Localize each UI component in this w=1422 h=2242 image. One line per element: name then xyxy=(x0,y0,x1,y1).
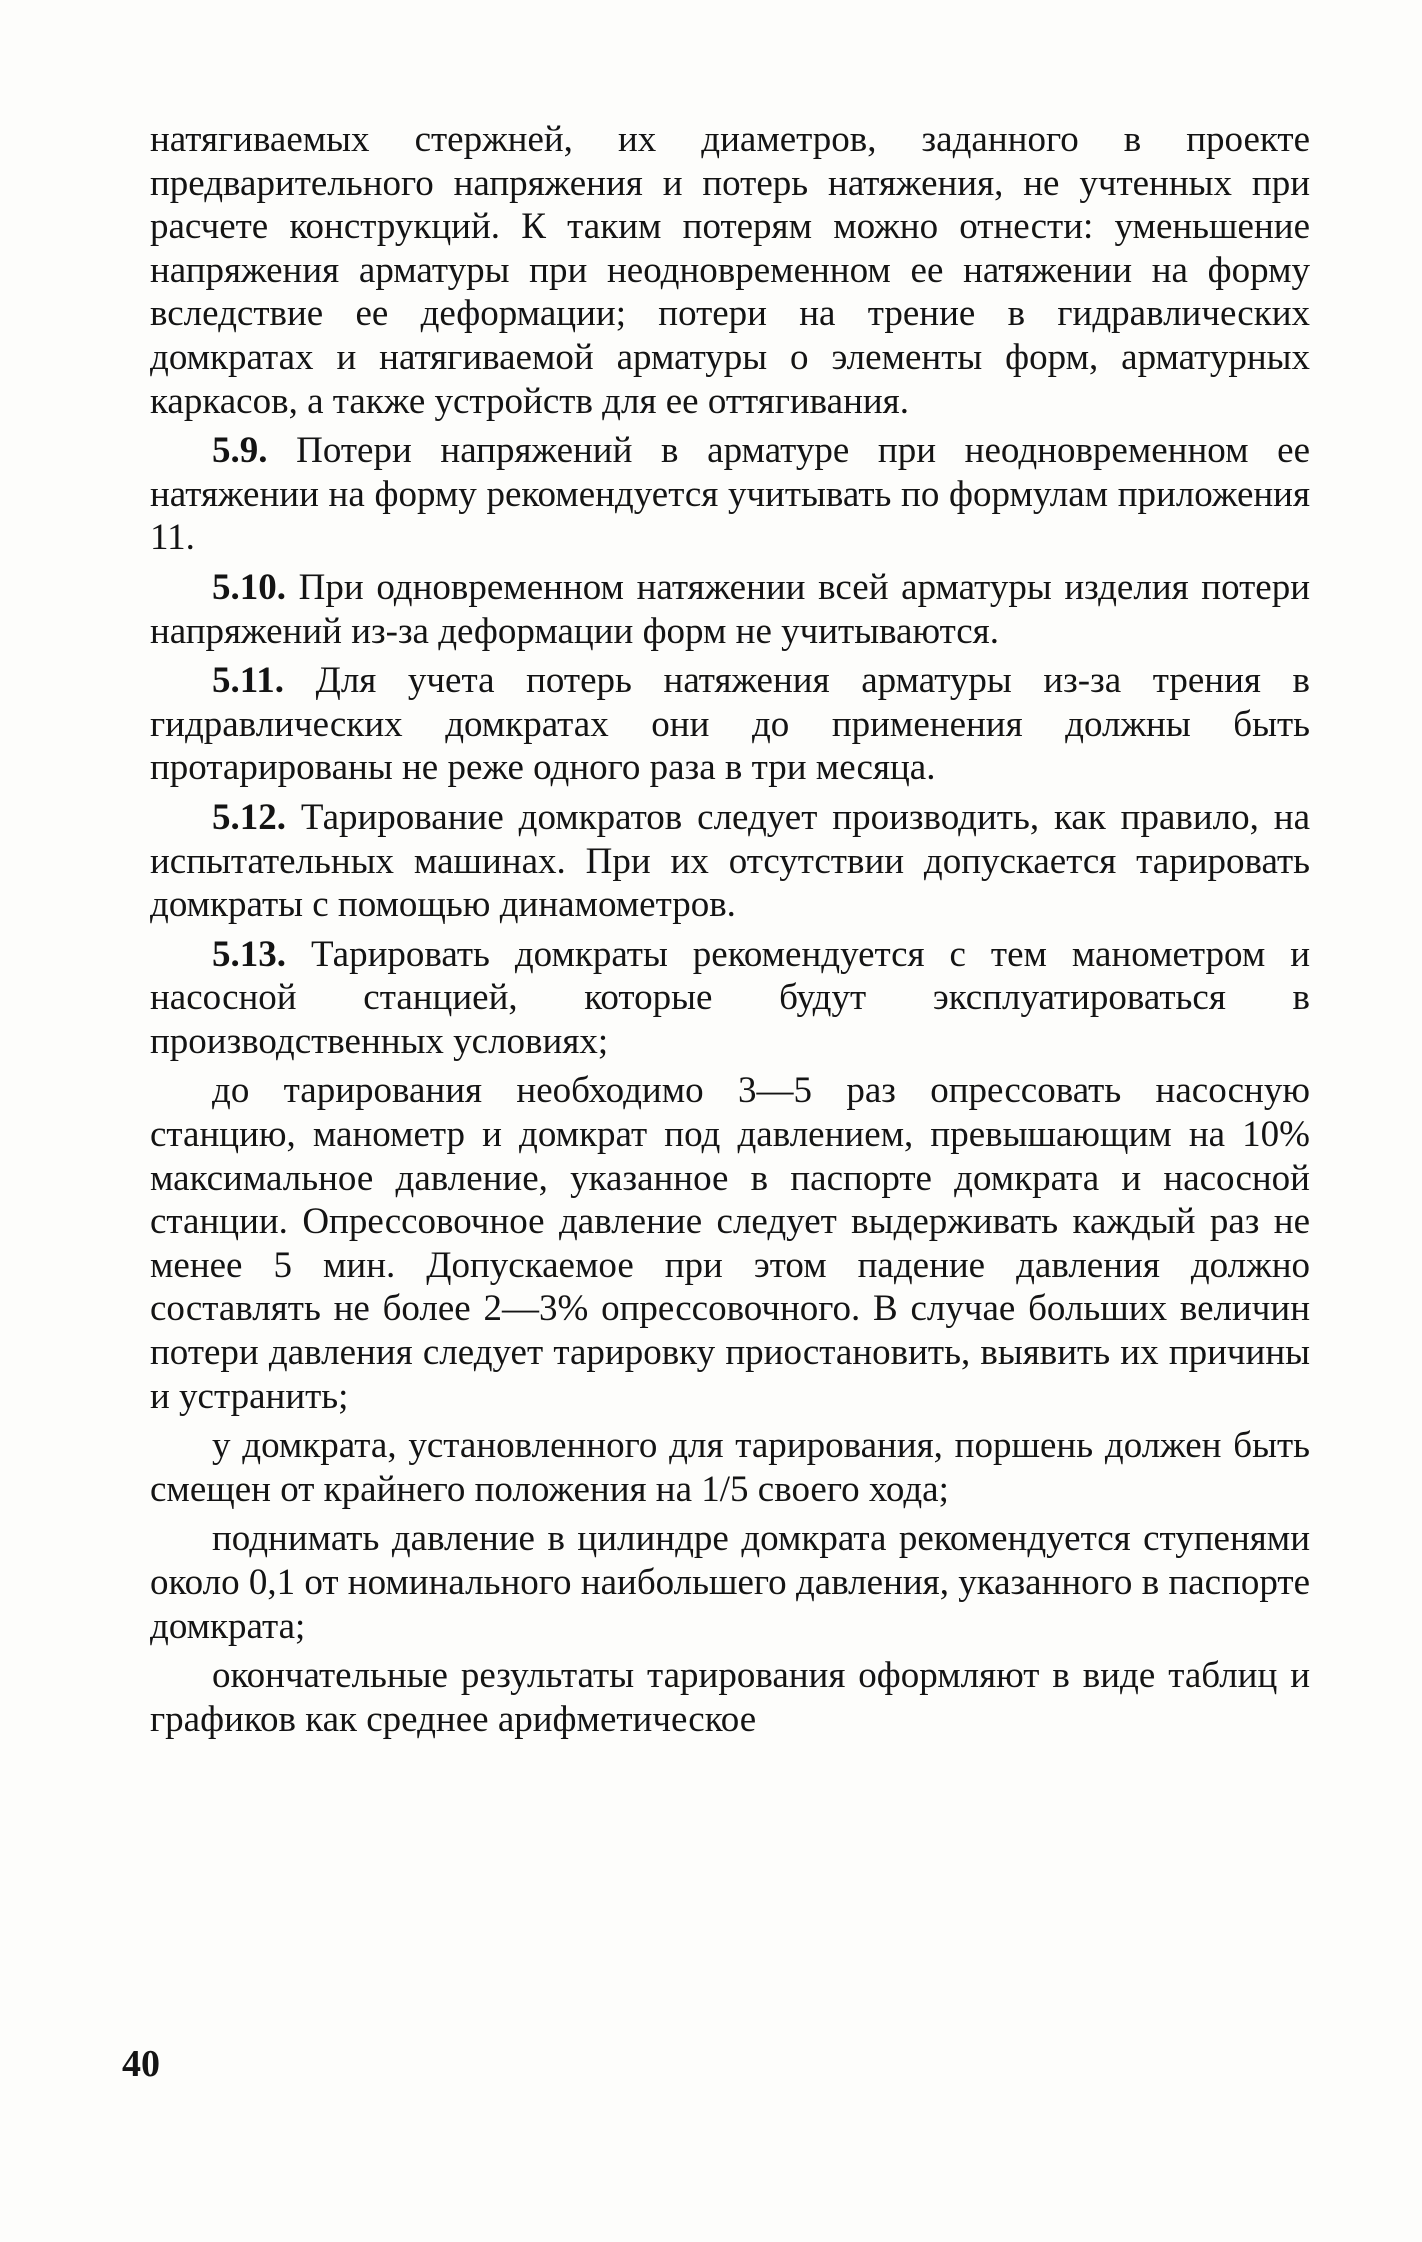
section-number: 5.11. xyxy=(212,660,284,702)
paragraph-text: до тарирования необходимо 3—5 раз опрессовать насосную станцию, манометр и домкрат под давлением, превышающим на 10% максимальное давление, указанное в паспорте домкрата и насосной станции. Опрессовочное давление следует выдерживать каждый раз не менее 5 мин. Допускаемое при этом падение давления должно составлять не более 2—3% опрессовочного. В случае больших величин потери давления следует тарировку приостановить, выявить их причины и устранить; xyxy=(150,1070,1310,1417)
paragraph-5-10 xyxy=(150,566,1310,653)
paragraph-text: Для учета потерь натяжения арматуры из-за трения в гидравлических домкратах они до применения должны быть протарированы не реже одного раза в три месяца. xyxy=(150,660,1310,789)
section-number: 5.13. xyxy=(212,933,286,975)
paragraph-results xyxy=(150,1654,1310,1741)
paragraph-text: у домкрата, установленного для тарирования, поршень должен быть смещен от крайнего положения на 1/5 своего хода; xyxy=(150,1425,1310,1510)
paragraph-text: поднимать давление в цилиндре домкрата рекомендуется ступенями около 0,1 от номинального наибольшего давления, указанного в паспорте домкрата; xyxy=(150,1518,1310,1647)
paragraph-5-13 xyxy=(150,933,1310,1064)
section-number: 5.10. xyxy=(212,566,286,608)
section-number: 5.9. xyxy=(212,430,268,472)
paragraph-piston xyxy=(150,1424,1310,1511)
paragraph-5-12 xyxy=(150,796,1310,927)
page-number: 40 xyxy=(122,2043,160,2085)
paragraph-5-11 xyxy=(150,659,1310,790)
paragraph-text: окончательные результаты тарирования оформляют в виде таблиц и графиков как среднее арифметическое xyxy=(150,1655,1310,1740)
paragraph-text: Тарирование домкратов следует производить, как правило, на испытательных машинах. При их отсутствии допускается тарировать домкраты с помощью динамометров. xyxy=(150,796,1311,926)
paragraph-text: Потери напряжений в арматуре при неодновременном ее натяжении на форму рекомендуется учитывать по формулам приложения 11. xyxy=(150,430,1310,559)
paragraph-text: натягиваемых стержней, их диаметров, заданного в проекте предварительного напряжения и потерь натяжения, не учтенных при расчете конструкций. К таким потерям можно отнести: уменьшение напряжения арматуры при неодновременном ее натяжении на форму вследствие ее деформации; потери на трение в гидравлических домкратах и натягиваемой арматуры о элементы форм, арматурных каркасов, а также устройств для ее оттягивания. xyxy=(150,119,1310,422)
paragraph-5-9 xyxy=(150,429,1310,560)
paragraph-intro xyxy=(150,118,1310,423)
page-body xyxy=(150,118,1310,1747)
paragraph-text: При одновременном натяжении всей арматуры изделия потери напряжений из-за деформации форм не учитываются. xyxy=(150,566,1311,652)
section-number: 5.12. xyxy=(212,796,286,838)
paragraph-text: Тарировать домкраты рекомендуется с тем манометром и насосной станцией, которые будут эксплуатироваться в производственных условиях; xyxy=(150,933,1311,1062)
paragraph-pressure-test xyxy=(150,1069,1310,1418)
paragraph-raise-pressure xyxy=(150,1517,1310,1648)
